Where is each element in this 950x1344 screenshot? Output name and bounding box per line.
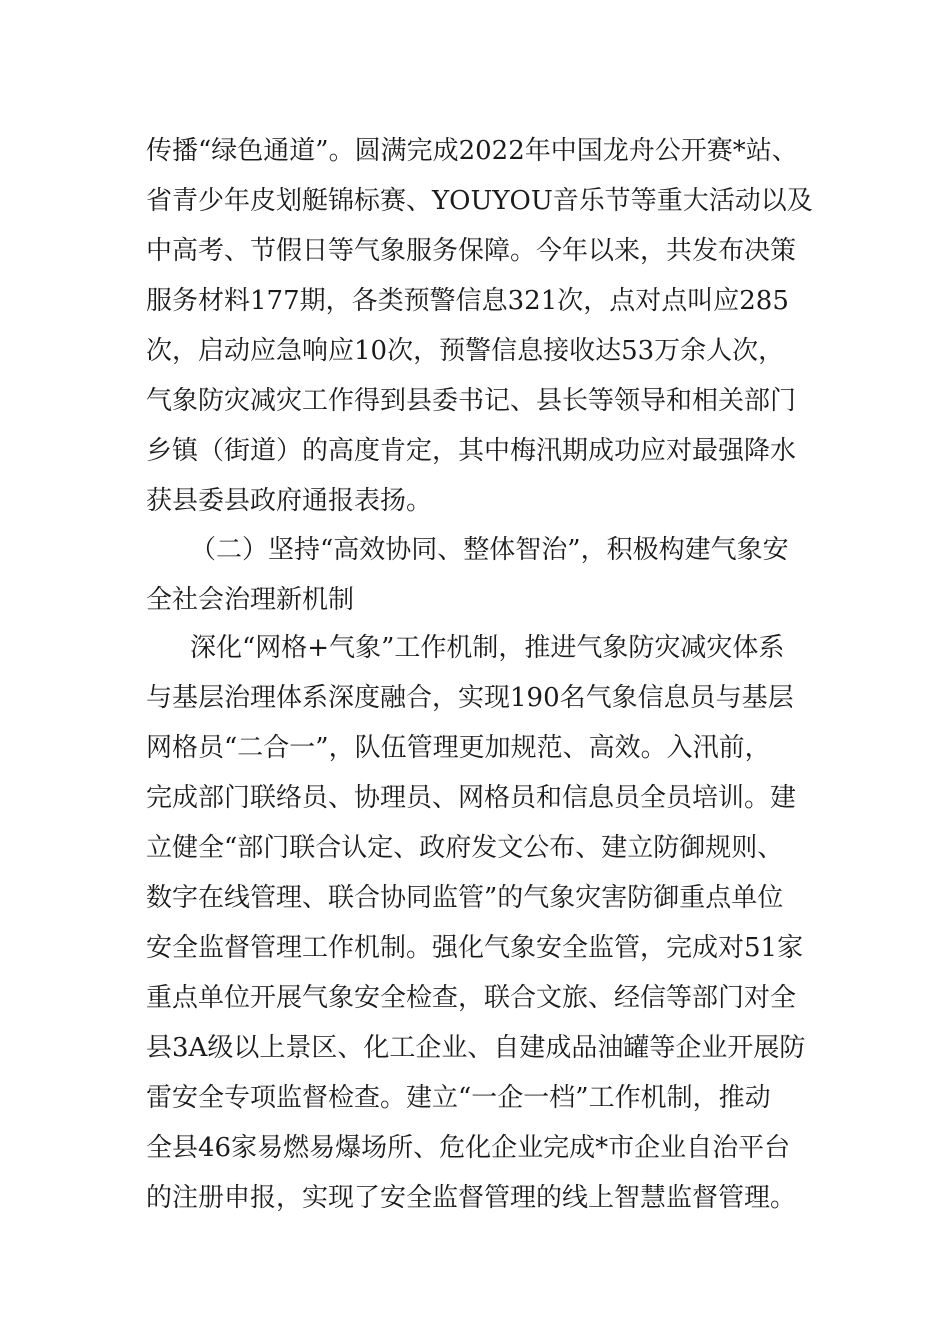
text-line: 次，启动应急响应10次，预警信息接收达53万余人次， bbox=[146, 336, 785, 366]
text-line: 获县委县政府通报表扬。 bbox=[146, 486, 433, 516]
text-line: 安全监督管理工作机制。强化气象安全监管，完成对51家 bbox=[146, 933, 804, 963]
text-line: 全县46家易燃易爆场所、危化企业完成*市企业自治平台 bbox=[146, 1133, 791, 1163]
text-line: 网格员“二合一”，队伍管理更加规范、高效。入汛前， bbox=[146, 733, 771, 763]
text-line: 传播“绿色通道”。圆满完成2022年中国龙舟公开赛*站、 bbox=[146, 136, 798, 166]
text-line: 数字在线管理、联合协同监管”的气象灾害防御重点单位 bbox=[146, 883, 784, 913]
section-heading-line: （二）坚持“高效协同、整体智治”，积极构建气象安 bbox=[190, 535, 789, 565]
text-line: 雷安全专项监督检查。建立“一企一档”工作机制，推动 bbox=[146, 1083, 771, 1113]
text-line: 深化“网格+气象”工作机制，推进气象防灾减灾体系 bbox=[190, 633, 785, 663]
text-line: 省青少年皮划艇锦标赛、YOUYOU音乐节等重大活动以及 bbox=[146, 186, 813, 216]
text-line: 重点单位开展气象安全检查，联合文旅、经信等部门对全 bbox=[146, 983, 797, 1013]
text-line: 县3A级以上景区、化工企业、自建成品油罐等企业开展防 bbox=[146, 1033, 806, 1063]
text-line: 与基层治理体系深度融合，实现190名气象信息员与基层 bbox=[146, 683, 794, 713]
text-line: 完成部门联络员、协理员、网格员和信息员全员培训。建 bbox=[146, 783, 797, 813]
text-line: 乡镇（街道）的高度肯定，其中梅汛期成功应对最强降水 bbox=[146, 436, 797, 466]
text-line: 服务材料177期，各类预警信息321次，点对点叫应285 bbox=[146, 286, 789, 316]
section-heading-line: 全社会治理新机制 bbox=[146, 585, 355, 615]
text-line: 的注册申报，实现了安全监督管理的线上智慧监督管理。 bbox=[146, 1183, 797, 1213]
text-line: 气象防灾减灾工作得到县委书记、县长等领导和相关部门 bbox=[146, 386, 797, 416]
text-line: 中高考、节假日等气象服务保障。今年以来，共发布决策 bbox=[146, 236, 797, 266]
text-line: 立健全“部门联合认定、政府发文公布、建立防御规则、 bbox=[146, 833, 784, 863]
